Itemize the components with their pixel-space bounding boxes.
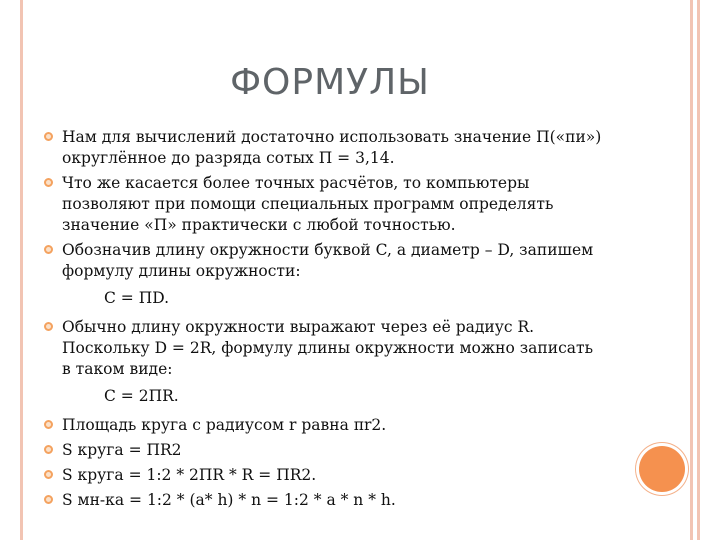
list-item bbox=[44, 127, 604, 169]
bullet-icon bbox=[44, 132, 53, 141]
list-item-text: S мн-ка = 1:2 * (a* h) * n = 1:2 * a * n * h. bbox=[62, 491, 396, 509]
slide-title: ФОРМУЛЫ bbox=[230, 62, 430, 103]
list-item bbox=[44, 173, 604, 236]
list-item bbox=[44, 490, 604, 511]
list-item-text: Что же касается более точных расчётов, то компьютеры позволяют при помощи специальных программ определять значение «П» практически с любой точностью. bbox=[62, 174, 554, 234]
list-item bbox=[44, 317, 604, 407]
formula: C = 2ПR. bbox=[104, 387, 179, 405]
slide-border-right-inner bbox=[690, 0, 693, 540]
bullet-icon bbox=[44, 445, 53, 454]
bullet-icon bbox=[44, 470, 53, 479]
list-item-text: Площадь круга с радиусом r равна πr2. bbox=[62, 416, 387, 434]
bullet-icon bbox=[44, 245, 53, 254]
list-item-text: S круга = 1:2 * 2ПR * R = ПR2. bbox=[62, 466, 317, 484]
bullet-icon bbox=[44, 420, 53, 429]
formula: C = ПD. bbox=[104, 289, 170, 307]
list-item-text: S круга = ПR2 bbox=[62, 441, 182, 459]
bullet-icon bbox=[44, 178, 53, 187]
slide-border-right-outer bbox=[697, 0, 700, 540]
slide-content bbox=[44, 127, 604, 515]
list-item-text: Обычно длину окружности выражают через её радиус R. Поскольку D = 2R, формулу длины окружности можно записать в таком виде: bbox=[62, 318, 594, 378]
bullet-icon bbox=[44, 322, 53, 331]
bullet-icon bbox=[44, 495, 53, 504]
list-item bbox=[44, 465, 604, 486]
list-item-text: Нам для вычислений достаточно использовать значение П(«пи») округлённое до разряда сотых П = 3,14. bbox=[62, 128, 602, 167]
list-item bbox=[44, 240, 604, 309]
decorative-circle-icon bbox=[639, 446, 685, 492]
list-item bbox=[44, 415, 604, 436]
list-item bbox=[44, 440, 604, 461]
list-item-text: Обозначив длину окружности буквой C, а диаметр – D, запишем формулу длины окружности: bbox=[62, 241, 594, 280]
